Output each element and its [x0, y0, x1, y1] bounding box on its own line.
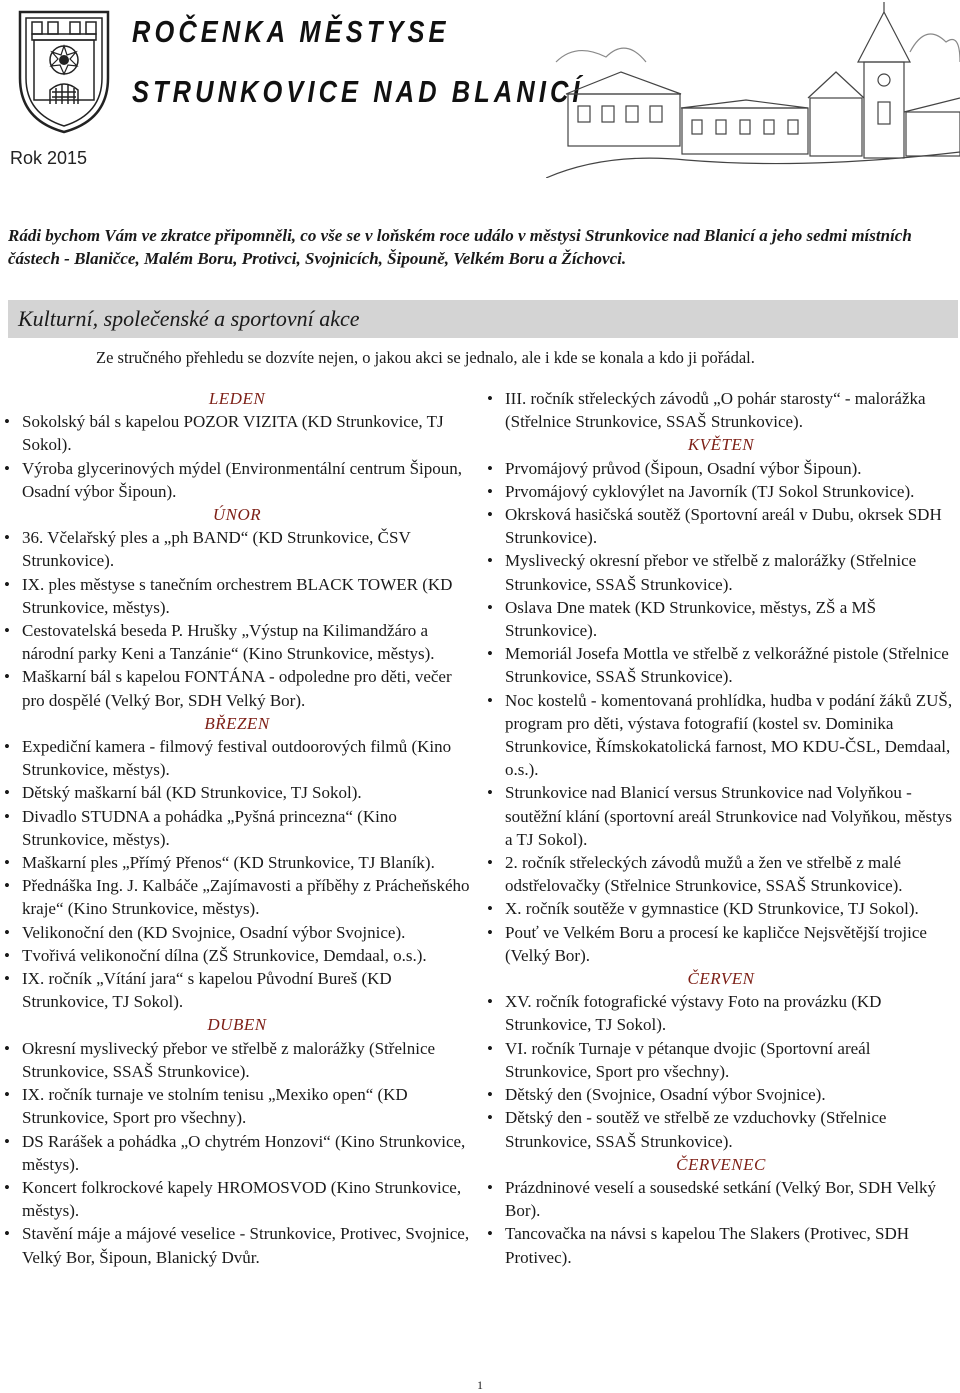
year-label: Rok 2015: [10, 148, 88, 168]
section-subtitle: Ze stručného přehledu se dozvíte nejen, o jakou akci se jednalo, ale i kde se konala a kdo ji pořádal.: [96, 348, 755, 367]
event-item: • Noc kostelů - komentovaná prohlídka, hudba v podání žáků ZUŠ, program pro děti, výstava fotografií (kostel sv. Dominika Strunkovice, Římskokatolická farnost, MO KDU-ČSL, Demdaal, o.s.).: [487, 689, 955, 782]
event-item: • IX. ples městyse s tanečním orchestrem BLACK TOWER (KD Strunkovice, městys).: [4, 573, 470, 619]
event-item: • Maškarní bál s kapelou FONTÁNA - odpoledne pro děti, večer pro dospělé (Velký Bor, SDH Velký Bor).: [4, 665, 470, 711]
month-heading: ČERVENEC: [676, 1154, 766, 1174]
event-item: • Velikonoční den (KD Svojnice, Osadní výbor Svojnice).: [4, 921, 470, 944]
event-item: • 36. Včelařský ples a „ph BAND“ (KD Strunkovice, ČSV Strunkovice).: [4, 526, 470, 572]
month-heading: ÚNOR: [212, 505, 262, 525]
event-item: • IX. ročník „Vítání jara“ s kapelou Původní Bureš (KD Strunkovice, TJ Sokol).: [4, 967, 470, 1013]
event-item: • Divadlo STUDNA a pohádka „Pyšná princezna“ (Kino Strunkovice, městys).: [4, 805, 470, 851]
event-item: • Pouť ve Velkém Boru a procesí ke kapličce Nejsvětější trojice (Velký Bor).: [487, 921, 955, 967]
section-title: Kulturní, společenské a sportovní akce: [18, 306, 360, 331]
event-item: • DS Rarášek a pohádka „O chytrém Honzovi“ (Kino Strunkovice, městys).: [4, 1130, 470, 1176]
month-heading: LEDEN: [208, 389, 266, 408]
event-item: • Tvořivá velikonoční dílna (ZŠ Strunkovice, Demdaal, o.s.).: [4, 944, 470, 967]
event-item: • Dětský den - soutěž ve střelbě ze vzduchovky (Střelnice Strunkovice, SSAŠ Strunkovice).: [487, 1106, 955, 1152]
event-item: • VI. ročník Turnaje v pétanque dvojic (Sportovní areál Strunkovice, Sport pro všechny).: [487, 1037, 955, 1083]
month-heading: BŘEZEN: [204, 713, 270, 733]
page-number: 1: [477, 1378, 483, 1392]
event-item: • Dětský den (Svojnice, Osadní výbor Svojnice).: [487, 1083, 955, 1106]
event-item: • Stavění máje a májové veselice - Strunkovice, Protivec, Svojnice, Velký Bor, Šipoun, Blanický Dvůr.: [4, 1222, 470, 1268]
event-item: • Dětský maškarní bál (KD Strunkovice, TJ Sokol).: [4, 781, 470, 804]
event-item: • Okrsková hasičská soutěž (Sportovní areál v Dubu, okrsek SDH Strunkovice).: [487, 503, 955, 549]
event-item: • Oslava Dne matek (KD Strunkovice, městys, ZŠ a MŠ Strunkovice).: [487, 596, 955, 642]
event-item: • Prvomájový cyklovýlet na Javorník (TJ Sokol Strunkovice).: [487, 480, 955, 503]
event-item: • XV. ročník fotografické výstavy Foto na provázku (KD Strunkovice, TJ Sokol).: [487, 990, 955, 1036]
event-item: • Přednáška Ing. J. Kalbáče „Zajímavosti a příběhy z Prácheňského kraje“ (Kino Strunkovice, městys).: [4, 874, 470, 920]
header: [0, 0, 960, 180]
event-item: • Koncert folkrockové kapely HROMOSVOD (Kino Strunkovice, městys).: [4, 1176, 470, 1222]
month-heading: DUBEN: [207, 1015, 267, 1035]
event-item: • Maškarní ples „Přímý Přenos“ (KD Strunkovice, TJ Blaník).: [4, 851, 470, 874]
event-item: • III. ročník střeleckých závodů „O pohár starosty“ - malorážka (Střelnice Strunkovice, SSAŠ Strunkovice).: [487, 387, 955, 433]
left-column: [4, 387, 470, 1269]
month-heading: KVĚTEN: [687, 435, 755, 455]
event-item: • Expediční kamera - filmový festival outdoorových filmů (Kino Strunkovice, městys).: [4, 735, 470, 781]
section-banner: [8, 300, 958, 338]
event-item: • Myslivecký okresní přebor ve střelbě z malorážky (Střelnice Strunkovice, SSAŠ Strunkovice).: [487, 549, 955, 595]
intro-paragraph: Rádi bychom Vám ve zkratce připomněli, co vše se v loňském roce událo v městysi Strunkovice nad Blanicí a jeho sedmi místních částech - Blaničce, Malém Boru, Protivci, Svojnicích, Šipouně, Velkém Boru a Žíchovci.: [8, 226, 912, 268]
event-item: • Okresní myslivecký přebor ve střelbě z malorážky (Střelnice Strunkovice, SSAŠ Strunkovice).: [4, 1037, 470, 1083]
event-item: • Sokolský bál s kapelou POZOR VIZITA (KD Strunkovice, TJ Sokol).: [4, 410, 470, 456]
event-item: • 2. ročník střeleckých závodů mužů a žen ve střelbě z malé odstřelovačky (Střelnice Strunkovice, SSAŠ Strunkovice).: [487, 851, 955, 897]
town-crest-icon: [14, 8, 114, 136]
title-line-1: ROČENKA MĚSTYSE: [132, 14, 450, 49]
event-item: • IX. ročník turnaje ve stolním tenisu „Mexiko open“ (KD Strunkovice, Sport pro všechny).: [4, 1083, 470, 1129]
event-item: • X. ročník soutěže v gymnastice (KD Strunkovice, TJ Sokol).: [487, 897, 955, 920]
event-item: • Prvomájový průvod (Šipoun, Osadní výbor Šipoun).: [487, 457, 955, 480]
event-item: • Prázdninové veselí a sousedské setkání (Velký Bor, SDH Velký Bor).: [487, 1176, 955, 1222]
event-item: • Strunkovice nad Blanicí versus Strunkovice nad Volyňkou - soutěžní klání (sportovní areál Strunkovice nad Volyňkou, městys a TJ Sokol).: [487, 781, 955, 851]
village-sketch-image: [546, 2, 960, 178]
event-item: • Tancovačka na návsi s kapelou The Slakers (Protivec, SDH Protivec).: [487, 1222, 955, 1268]
title-line-2: STRUNKOVICE NAD BLANICÍ: [132, 74, 584, 109]
month-heading: ČERVEN: [687, 969, 755, 989]
event-item: • Cestovatelská beseda P. Hrušky „Výstup na Kilimandžáro a národní parky Keni a Tanzánie“ (Kino Strunkovice, městys).: [4, 619, 470, 665]
right-column: [487, 387, 955, 1269]
event-item: • Výroba glycerinových mýdel (Environmentální centrum Šipoun, Osadní výbor Šipoun).: [4, 457, 470, 503]
event-item: • Memoriál Josefa Mottla ve střelbě z velkorážné pistole (Střelnice Strunkovice, SSAŠ Strunkovice).: [487, 642, 955, 688]
